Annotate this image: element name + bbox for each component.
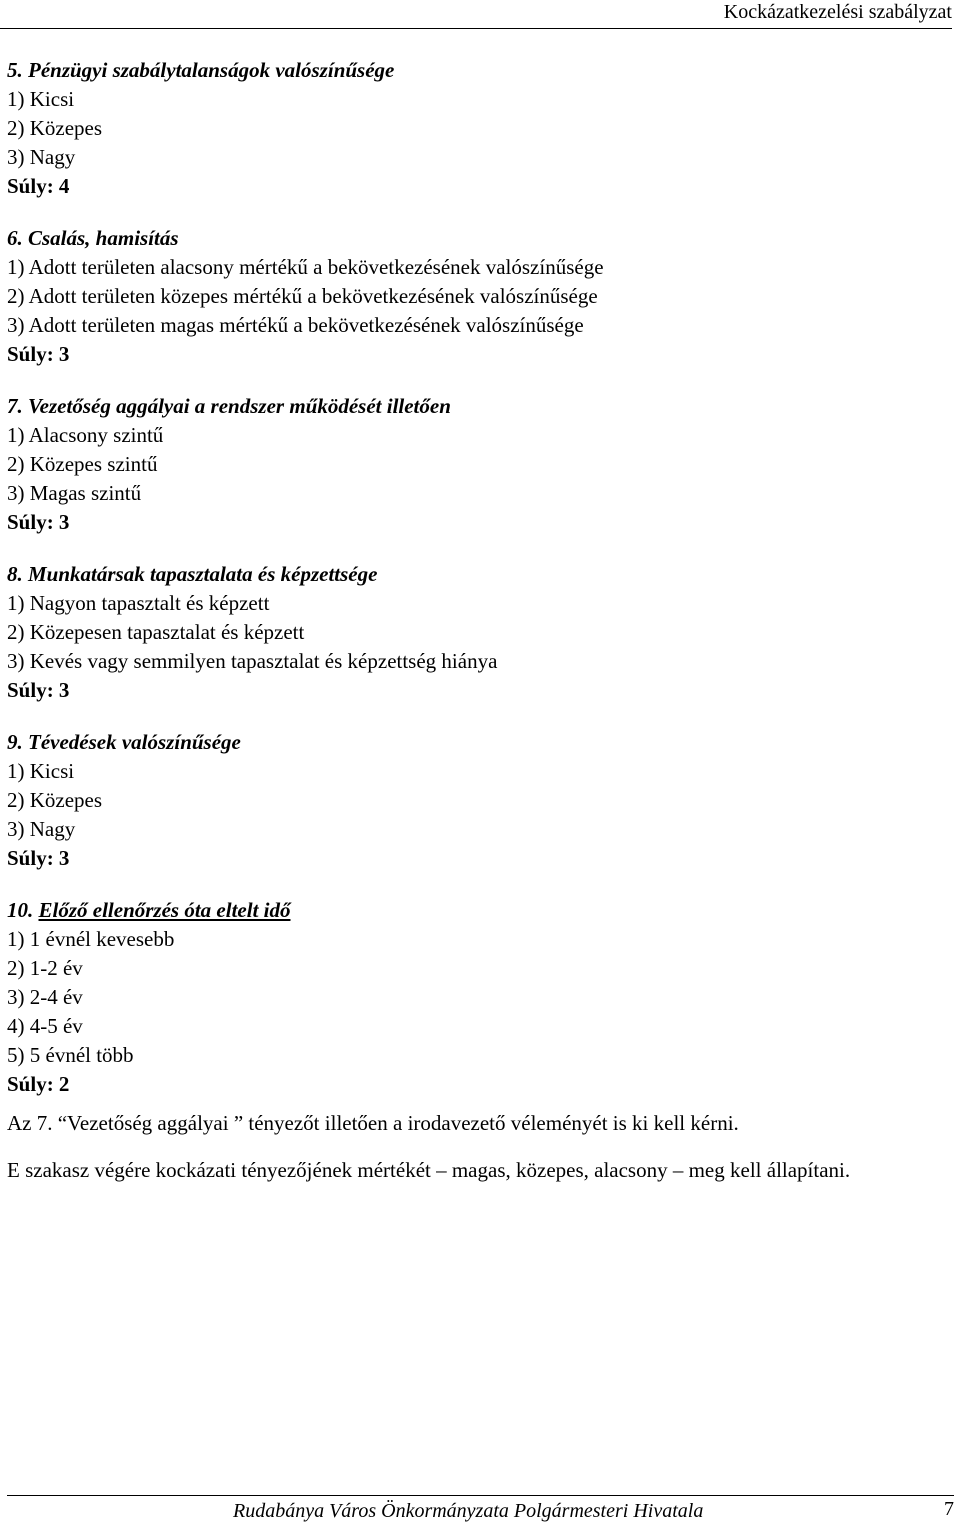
option-item: 1) 1 évnél kevesebb	[7, 927, 175, 951]
option-item: 2) Közepes	[7, 116, 103, 140]
document-body	[7, 56, 954, 1185]
closing-paragraph: E szakasz végére kockázati tényezőjének mértékét – magas, közepes, alacsony – meg kell állapítani.	[7, 1158, 851, 1182]
option-item: 1) Nagyon tapasztalt és képzett	[7, 591, 270, 615]
option-item: 1) Adott területen alacsony mértékű a bekövetkezésének valószínűsége	[7, 255, 604, 279]
risk-factor-9	[7, 728, 954, 873]
page-header	[0, 0, 952, 29]
section-title: 9. Tévedések valószínűsége	[7, 730, 241, 754]
note-paragraph: Az 7. “Vezetőség aggályai ” tényezőt illetően a irodavezető véleményét is ki kell kérni.	[7, 1111, 739, 1135]
option-item: 3) Kevés vagy semmilyen tapasztalat és képzettség hiánya	[7, 649, 498, 673]
section-title: 5. Pénzügyi szabálytalanságok valószínűsége	[7, 58, 395, 82]
risk-factor-7	[7, 392, 954, 537]
option-item: 4) 4-5 év	[7, 1014, 83, 1038]
section-title-text: Előző ellenőrzés óta eltelt idő	[38, 898, 291, 922]
weight-label: Súly: 3	[7, 846, 70, 870]
weight-label: Súly: 4	[7, 174, 70, 198]
weight-label: Súly: 3	[7, 678, 70, 702]
option-item: 2) Közepes szintű	[7, 452, 158, 476]
risk-factor-8	[7, 560, 954, 705]
page-footer	[7, 1495, 954, 1522]
footer-organization: Rudabánya Város Önkormányzata Polgármesteri Hivatala	[233, 1500, 704, 1522]
option-item: 2) Közepes	[7, 788, 103, 812]
option-item: 2) Közepesen tapasztalat és képzett	[7, 620, 305, 644]
option-item: 1) Kicsi	[7, 759, 75, 783]
risk-factor-10	[7, 896, 954, 1099]
section-title: 6. Csalás, hamisítás	[7, 226, 179, 250]
option-item: 2) 1-2 év	[7, 956, 83, 980]
section-title: 7. Vezetőség aggályai a rendszer működését illetően	[7, 394, 451, 418]
option-item: 3) 2-4 év	[7, 985, 83, 1009]
option-item: 1) Kicsi	[7, 87, 75, 111]
option-item: 3) Magas szintű	[7, 481, 142, 505]
risk-factor-6	[7, 224, 954, 369]
page-number: 7	[944, 1498, 954, 1520]
weight-label: Súly: 3	[7, 510, 70, 534]
weight-label: Súly: 3	[7, 342, 70, 366]
option-item: 3) Adott területen magas mértékű a bekövetkezésének valószínűsége	[7, 313, 584, 337]
section-title: 8. Munkatársak tapasztalata és képzettsége	[7, 562, 378, 586]
risk-factor-5	[7, 56, 954, 201]
option-item: 2) Adott területen közepes mértékű a bekövetkezésének valószínűsége	[7, 284, 598, 308]
option-item: 5) 5 évnél több	[7, 1043, 134, 1067]
option-item: 3) Nagy	[7, 817, 76, 841]
section-number: 10.	[7, 898, 34, 922]
option-item: 3) Nagy	[7, 145, 76, 169]
section-title	[7, 896, 954, 925]
weight-label: Súly: 2	[7, 1072, 70, 1096]
document-title: Kockázatkezelési szabályzat	[723, 1, 952, 23]
option-item: 1) Alacsony szintű	[7, 423, 164, 447]
